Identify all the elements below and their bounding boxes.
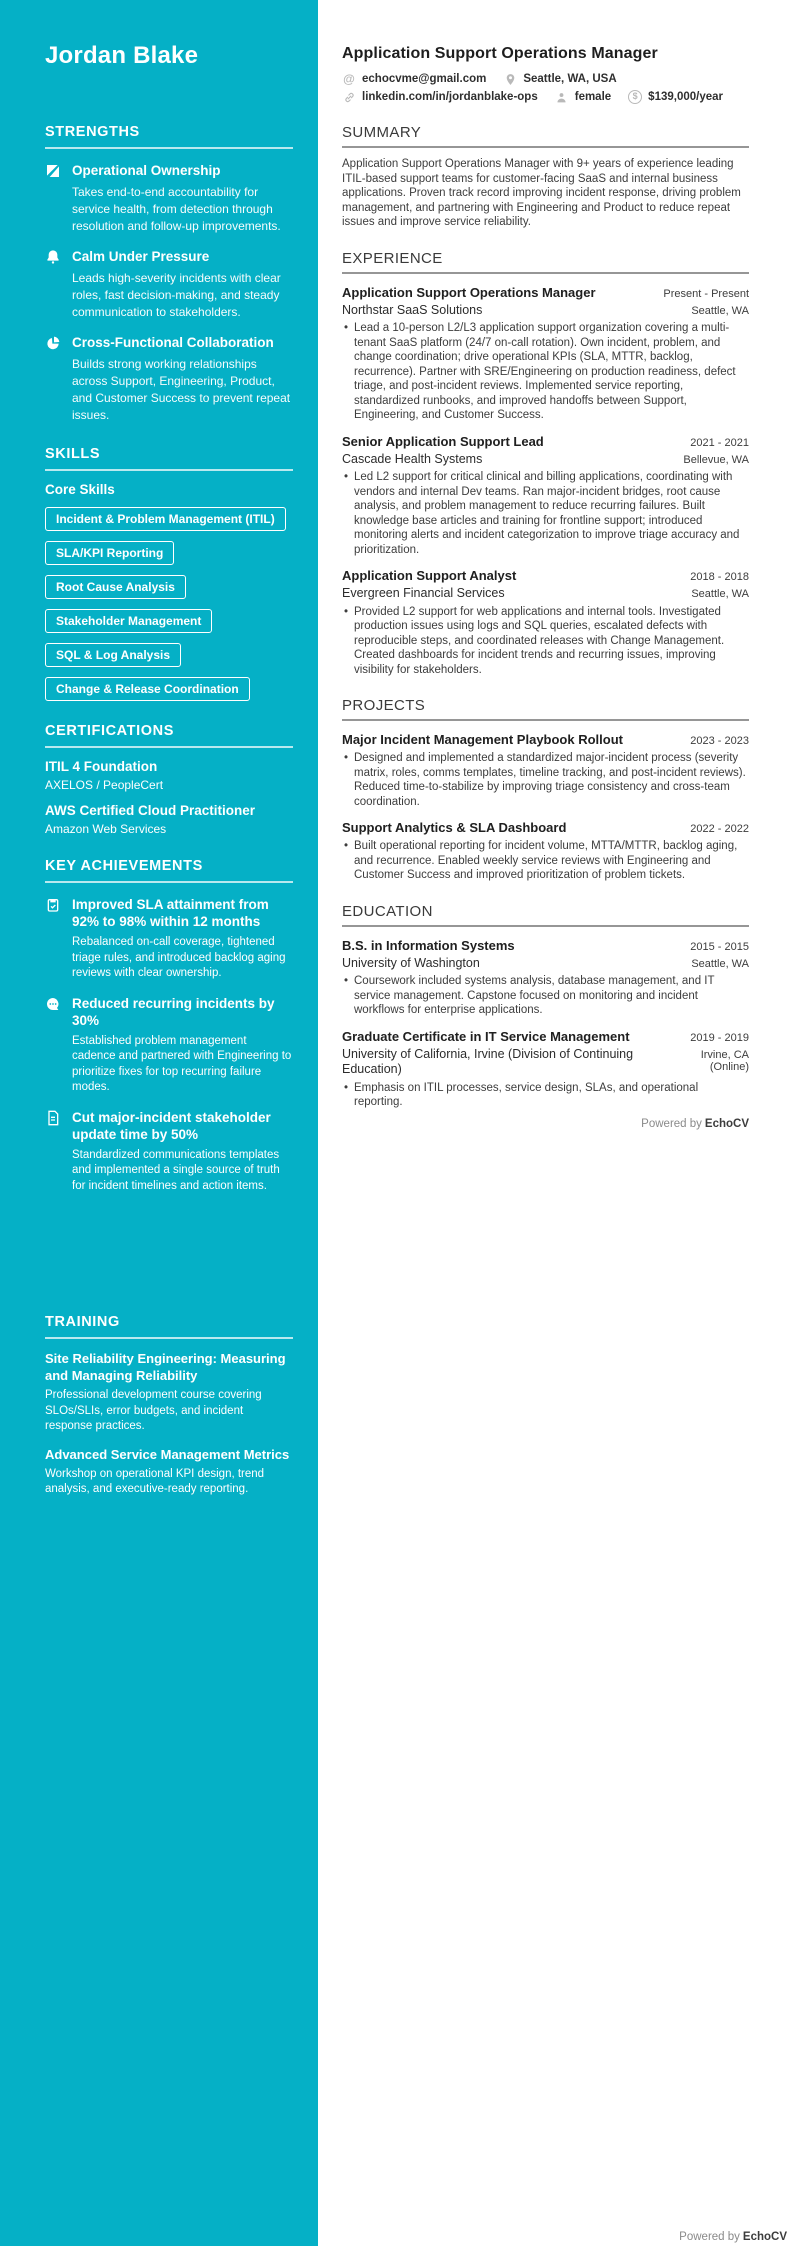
brand-text: EchoCV: [704, 1117, 749, 1130]
certifications-heading: CERTIFICATIONS: [45, 723, 293, 748]
strength-item: [45, 248, 293, 321]
contact-row: [342, 90, 749, 104]
contact-email[interactable]: [342, 72, 486, 86]
achievement-title: Reduced recurring incidents by 30%: [72, 995, 275, 1028]
strength-title: Calm Under Pressure: [72, 249, 210, 264]
skills-section: [45, 446, 293, 701]
entry-title: Major Incident Management Playbook Rollout: [342, 732, 623, 747]
achievements-section: [45, 858, 293, 1194]
experience-section: [342, 250, 749, 678]
page-bottom-footer: [679, 2231, 787, 2243]
strength-item: [45, 334, 293, 424]
training-title: Site Reliability Engineering: Measuring and Managing Reliability: [45, 1351, 286, 1383]
entry-date: 2022 - 2022: [690, 823, 749, 835]
powered-by-text: Powered by: [641, 1117, 702, 1130]
strength-title: Operational Ownership: [72, 163, 221, 178]
dollar-circle-icon: [628, 90, 642, 104]
summary-text: Application Support Operations Manager with 9+ years of experience leading ITIL-based support teams for customer-facing SaaS and internal business applications. Proven track record improving incident response, driving problem management, and partnering with Engineering and Product to reduce repeat issues and improve service reliability.: [342, 158, 741, 228]
training-text: Workshop on operational KPI design, trend analysis, and executive-ready reporting.: [45, 1467, 265, 1495]
skill-pill: Stakeholder Management: [45, 609, 212, 633]
achievement-item: [45, 896, 293, 982]
location-pin-icon: [503, 72, 517, 86]
certification-org: AXELOS / PeopleCert: [45, 778, 164, 792]
bell-icon: [45, 249, 62, 266]
skills-heading: SKILLS: [45, 446, 293, 471]
entry-company: Northstar SaaS Solutions: [342, 302, 483, 317]
clipboard-check-icon: [45, 897, 62, 914]
entry-title: Support Analytics & SLA Dashboard: [342, 820, 567, 835]
at-icon: [342, 72, 356, 86]
entry-bullet: • Provided L2 support for web applications and internal tools. Investigated production issues using logs and SQL queries, escalated defects with reproducible steps, and coordinated releases with Change Management. Created dashboards for incident trends and recurring issues, improving visibility for stakeholders.: [342, 605, 749, 678]
entry-title: Graduate Certificate in IT Service Management: [342, 1028, 630, 1044]
skills-group-label: Core Skills: [45, 482, 115, 497]
skill-pill: Change & Release Coordination: [45, 677, 250, 701]
entry-bullet: • Led L2 support for critical clinical and billing applications, coordinating with vendors and internal Dev teams. Ran major-incident bridges, root cause analysis, and problem management to reduce recurring failures. Built knowledge base articles and training for frontline support; introduced monitoring alerts and incident categorization to improve triage accuracy and prioritization.: [342, 470, 749, 557]
education-entry: [342, 1029, 749, 1110]
skill-pill: Root Cause Analysis: [45, 575, 186, 599]
entry-date: 2015 - 2015: [690, 940, 749, 953]
entry-company: Evergreen Financial Services: [342, 586, 505, 600]
achievement-text: Standardized communications templates and implemented a single source of truth for incident timelines and action items.: [72, 1148, 280, 1192]
strength-item: [45, 162, 293, 235]
education-entry: [342, 938, 749, 1018]
entry-date: Present - Present: [663, 287, 749, 300]
entry-school: University of Washington: [342, 955, 480, 970]
projects-heading: PROJECTS: [342, 697, 749, 721]
entry-location: Seattle, WA: [691, 304, 749, 317]
entry-bullet: • Emphasis on ITIL processes, service design, SLAs, and operational reporting.: [342, 1081, 749, 1110]
link-icon: [342, 90, 356, 104]
experience-entry: [342, 568, 749, 677]
achievement-text: Established problem management cadence and partnered with Engineering to prioritize fixes for top recurring failure modes.: [72, 1034, 292, 1093]
contact-linkedin[interactable]: [342, 90, 538, 104]
certification-name: AWS Certified Cloud Practitioner: [45, 803, 256, 818]
education-heading: EDUCATION: [342, 903, 749, 927]
training-heading: TRAINING: [45, 1314, 293, 1339]
flag-slash-icon: [45, 163, 62, 180]
summary-heading: SUMMARY: [342, 124, 749, 148]
contact-gender: [555, 90, 611, 104]
entry-bullet: • Coursework included systems analysis, database management, and IT service management. Capstone focused on monitoring and incident workflows for enterprise applications.: [342, 974, 749, 1018]
training-text: Professional development course covering SLOs/SLIs, error budgets, and incident response practices.: [45, 1389, 262, 1432]
entry-location: Bellevue, WA: [683, 453, 749, 466]
certification-org: Amazon Web Services: [45, 822, 167, 836]
email-text: echocvme@gmail.com: [362, 73, 487, 85]
entry-title: B.S. in Information Systems: [342, 937, 515, 953]
contact-salary: [628, 90, 723, 104]
training-title: Advanced Service Management Metrics: [45, 1446, 290, 1462]
project-entry: [342, 732, 749, 809]
page-title: Application Support Operations Manager: [342, 45, 658, 62]
entry-title: Application Support Analyst: [342, 568, 517, 583]
strength-text: Leads high-severity incidents with clear roles, fast decision-making, and steady communication to stakeholders.: [72, 271, 281, 319]
entry-date: 2019 - 2019: [690, 1031, 749, 1044]
skill-pill: Incident & Problem Management (ITIL): [45, 507, 286, 531]
gender-text: female: [574, 91, 612, 103]
entry-location: Seattle, WA: [691, 957, 749, 970]
experience-heading: EXPERIENCE: [342, 250, 749, 274]
entry-date: 2023 - 2023: [690, 735, 749, 747]
achievements-heading: KEY ACHIEVEMENTS: [45, 858, 293, 883]
pie-chart-icon: [45, 335, 62, 352]
entry-date: 2021 - 2021: [690, 436, 749, 449]
entry-bullet: • Designed and implemented a standardized major-incident process (severity matrix, roles, comms templates, timeline tracking, and post-incident reviews). Reduced time-to-stabilize by improving triage consistency and cross-team coordination.: [342, 751, 749, 809]
summary-section: [342, 124, 749, 230]
achievement-text: Rebalanced on-call coverage, tightened triage rules, and introduced backlog aging reviews with clear ownership.: [72, 936, 286, 979]
powered-by-text: Powered by: [679, 2231, 740, 2243]
powered-by-footer: [342, 1118, 749, 1130]
certification-name: ITIL 4 Foundation: [45, 759, 158, 774]
entry-title: Application Support Operations Manager: [342, 284, 596, 300]
project-entry: [342, 820, 749, 883]
contact-row: [342, 72, 749, 86]
projects-section: [342, 697, 749, 883]
strengths-section: [45, 124, 293, 424]
strength-text: Builds strong working relationships across Support, Engineering, Product, and Customer Success to prevent repeat issues.: [72, 357, 291, 422]
training-section: [45, 1314, 293, 1498]
location-text: Seattle, WA, USA: [523, 73, 617, 85]
contact-info: [342, 72, 749, 104]
achievement-title: Improved SLA attainment from 92% to 98% within 12 months: [72, 897, 269, 929]
experience-entry: [342, 434, 749, 558]
linkedin-text: linkedin.com/in/jordanblake-ops: [362, 91, 538, 103]
entry-bullet: • Built operational reporting for incident volume, MTTA/MTTR, backlog aging, and recurrence. Enabled weekly service reviews with Engineering and Customer Success and improved prioritization of problem tickets.: [342, 839, 749, 883]
brand-text: EchoCV: [742, 2231, 787, 2243]
entry-company: Cascade Health Systems: [342, 451, 483, 466]
strengths-heading: STRENGTHS: [45, 124, 293, 149]
document-icon: [45, 1110, 62, 1127]
entry-date: 2018 - 2018: [690, 571, 749, 583]
salary-text: $139,000/year: [648, 91, 723, 103]
sidebar: [0, 0, 318, 2246]
experience-entry: [342, 285, 749, 423]
main-content: [318, 0, 794, 1130]
contact-location: [503, 72, 616, 86]
skill-pill: SLA/KPI Reporting: [45, 541, 174, 565]
achievement-title: Cut major-incident stakeholder update time by 50%: [72, 1109, 271, 1142]
certifications-section: [45, 723, 293, 836]
education-section: [342, 903, 749, 1110]
strength-text: Takes end-to-end accountability for service health, from detection through resolution and follow-up improvements.: [72, 185, 281, 233]
strength-title: Cross-Functional Collaboration: [72, 335, 274, 350]
entry-location: Irvine, CA (Online): [700, 1048, 749, 1073]
candidate-name: Jordan Blake: [45, 42, 199, 69]
entry-title: Senior Application Support Lead: [342, 433, 544, 449]
chat-dots-icon: [45, 996, 62, 1013]
skill-pill: SQL & Log Analysis: [45, 643, 181, 667]
entry-location: Seattle, WA: [691, 588, 749, 600]
achievement-item: [45, 1109, 293, 1195]
entry-bullet: • Lead a 10-person L2/L3 application support organization covering a multi-tenant SaaS platform (24/7 on-call rotation). Own incident, problem, and change coordination; drive operational KPIs (SLA, MTTR, backlog, recurrence). Partner with SRE/Engineering on production readiness, defect triage, and post-incident reviews. Implemented service reporting, standardized runbooks, and improved handoffs between Support, Engineering, and Customer Success.: [342, 321, 749, 423]
person-icon: [555, 90, 569, 104]
entry-school: University of California, Irvine (Division of Continuing Education): [342, 1046, 634, 1076]
achievement-item: [45, 995, 293, 1096]
